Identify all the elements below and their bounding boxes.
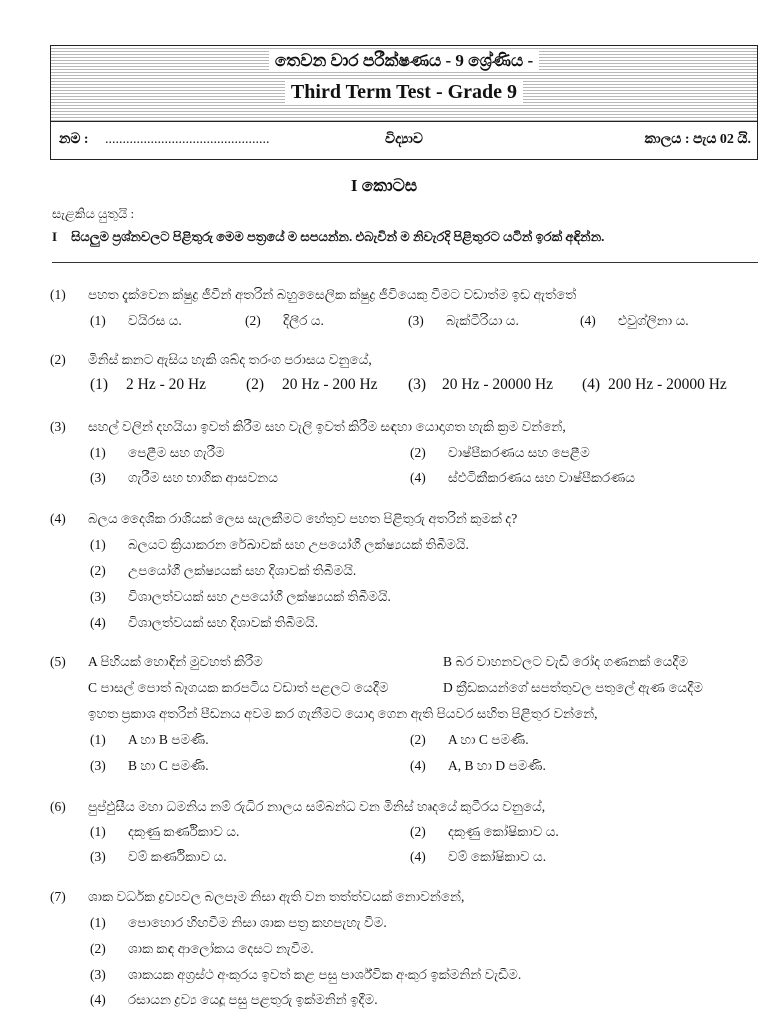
notice-instruction <box>52 229 604 245</box>
option-2[interactable]: (2) A හා C පමණි. <box>410 732 529 747</box>
option-1[interactable]: (1) පොහොර හිඟවීම නිසා ශාක පත්‍ර කහපැහැ වීම. <box>90 915 387 930</box>
question-number: (4) <box>50 511 66 526</box>
question-number: (1) <box>50 287 66 302</box>
time-label: කාලය : පැය 02 යි. <box>644 132 751 147</box>
option-1[interactable]: (1) බලයට ක්‍රියාකරන රේඛාවක් සහ උපයෝගී ලක්ෂ්‍යයක් තිබීමයි. <box>90 537 469 552</box>
question-stem: බලය දෛශික රාශියක් ලෙස සැලකීමට හේතුව පහත පිළිතුරු අතරින් කුමක් ද? <box>88 511 518 526</box>
subject-label: විද්‍යාව <box>385 132 423 147</box>
option-4[interactable]: (4) විශාලත්වයක් සහ දිශාවක් තිබීමයි. <box>90 615 319 630</box>
exam-title-sinhala: තෙවන වාර පරීක්ෂණය - 9 ශ්‍රේණිය - <box>51 51 757 71</box>
question-number: (7) <box>50 889 66 904</box>
option-3[interactable]: (3) ශාකයක අග්‍රස්ථ අංකුරය ඉවත් කළ පසු පාර්ශ්වික අංකුර ඉක්මනින් වැඩීම. <box>90 967 522 982</box>
option-4[interactable]: (4) වම් කෝෂිකාව ය. <box>410 849 547 864</box>
option-3[interactable]: (3) B හා C පමණි. <box>90 758 209 773</box>
statement-c: C පාසල් පොත් බෑගයක කරපටිය වඩාත් පළලට යෙදීම <box>88 680 389 695</box>
section-title: I කොටස <box>350 176 418 195</box>
exam-header-box <box>50 45 758 160</box>
question-stem: පුප්ඵුසීය මහා ධමනිය නම් රුධිර නාලය සම්බන්ධ වන මිනිස් හෘදයේ කුටීරය වනුයේ, <box>88 799 546 814</box>
exam-title-english: Third Term Test - Grade 9 <box>51 81 757 104</box>
option-1[interactable]: (1) 2 Hz - 20 Hz <box>90 376 207 393</box>
header-info-row <box>51 122 757 159</box>
notice-bullet: I <box>52 229 58 244</box>
question-stem: මිනිස් කනට ඇසිය හැකි ශබ්ද තරංග පරාසය වනුයේ, <box>88 352 372 367</box>
option-2[interactable]: (2) දිලීර ය. <box>245 313 324 328</box>
option-4[interactable]: (4) A, B හා D පමණි. <box>410 758 546 773</box>
option-1[interactable]: (1) වයිරස ය. <box>90 313 182 328</box>
notice-text: සියලුම ප්‍රශ්නවලට පිළිතුරු මෙම පත්‍රයේ ම සපයන්න. එබැවින් ම නිවැරදි පිළිතුරට යටින් ඉරක් අඳින්න. <box>71 229 605 244</box>
option-2[interactable]: (2) උපයෝගී ලක්ෂ්‍යයක් සහ දිශාවක් තිබීමයි. <box>90 563 357 578</box>
section-divider <box>52 262 758 263</box>
option-4[interactable]: (4) ස්ඵටිකීකරණය සහ වාෂ්පීකරණය <box>410 470 635 485</box>
option-4[interactable]: (4) 200 Hz - 20000 Hz <box>582 376 727 393</box>
name-label: නම : <box>59 132 89 147</box>
question-stem: ඉහත ප්‍රකාශ අතරින් පීඩනය අවම කර ගැනීමට යොදා ගෙන ඇති පියවර සහිත පිළිතුර වන්නේ, <box>88 706 598 721</box>
option-1[interactable]: (1) A හා B පමණි. <box>90 732 209 747</box>
option-3[interactable]: (3) ගැරීම සහ භාගික ආසවනය <box>90 470 278 485</box>
notice-heading: සැළකිය යුතුයි : <box>52 206 135 221</box>
question-number: (6) <box>50 799 66 814</box>
question-number: (3) <box>50 419 66 434</box>
statement-a: A පිහියක් හොඳින් මුවහත් කිරීම <box>88 654 263 669</box>
option-2[interactable]: (2) වාෂ්පීකරණය සහ පෙළීම <box>410 445 590 460</box>
option-2[interactable]: (2) 20 Hz - 200 Hz <box>246 376 378 393</box>
question-stem: ශාක වර්ධක ද්‍රව්‍යවල බලපෑම නිසා ඇති වන තත්ත්වයක් නොවන්නේ, <box>88 889 465 904</box>
option-1[interactable]: (1) පෙළීම සහ ගැරීම <box>90 445 225 460</box>
option-4[interactable]: (4) රසායන ද්‍රව්‍ය යෙදූ පසු පළතුරු ඉක්මනින් ඉදීම. <box>90 992 378 1007</box>
question-stem: පහත දැක්වෙන ක්ෂුද්‍ර ජීවීන් අතරින් බහුසෛලික ක්ෂුද්‍ර ජීවියෙකු වීමට වඩාත්ම ඉඩ ඇත්තේ <box>88 287 577 302</box>
option-1[interactable]: (1) දකුණු කර්ණිකාව ය. <box>90 824 240 839</box>
statement-b: B බර වාහනවලට වැඩි රෝද ගණනක් යෙදීම <box>443 654 689 669</box>
name-field[interactable]: ............................................... <box>105 132 270 147</box>
question-stem: සහල් වලින් දහයියා ඉවත් කිරීම සහ වැලි ඉවත් කිරීම සඳහා යොදාගත හැකි ක්‍රම වන්නේ, <box>88 419 566 434</box>
option-4[interactable]: (4) එවුග්ලිනා ය. <box>580 313 689 328</box>
option-3[interactable]: (3) විශාලත්වයක් සහ උපයෝගී ලක්ෂ්‍යයක් තිබීමයි. <box>90 589 391 604</box>
option-3[interactable]: (3) බැක්ටීරියා ය. <box>408 313 519 328</box>
question-number: (2) <box>50 352 66 367</box>
statement-d: D ක්‍රීඩකයන්ගේ සපත්තුවල පතුලේ ඇණ යෙදීම <box>443 680 703 695</box>
option-3[interactable]: (3) 20 Hz - 20000 Hz <box>408 376 554 393</box>
option-2[interactable]: (2) ශාක කඳ ආලෝකය දෙසට නැවීම. <box>90 941 314 956</box>
option-2[interactable]: (2) දකුණු කෝෂිකාව ය. <box>410 824 559 839</box>
question-number: (5) <box>50 654 66 669</box>
option-3[interactable]: (3) වම් කර්ණිකාව ය. <box>90 849 227 864</box>
